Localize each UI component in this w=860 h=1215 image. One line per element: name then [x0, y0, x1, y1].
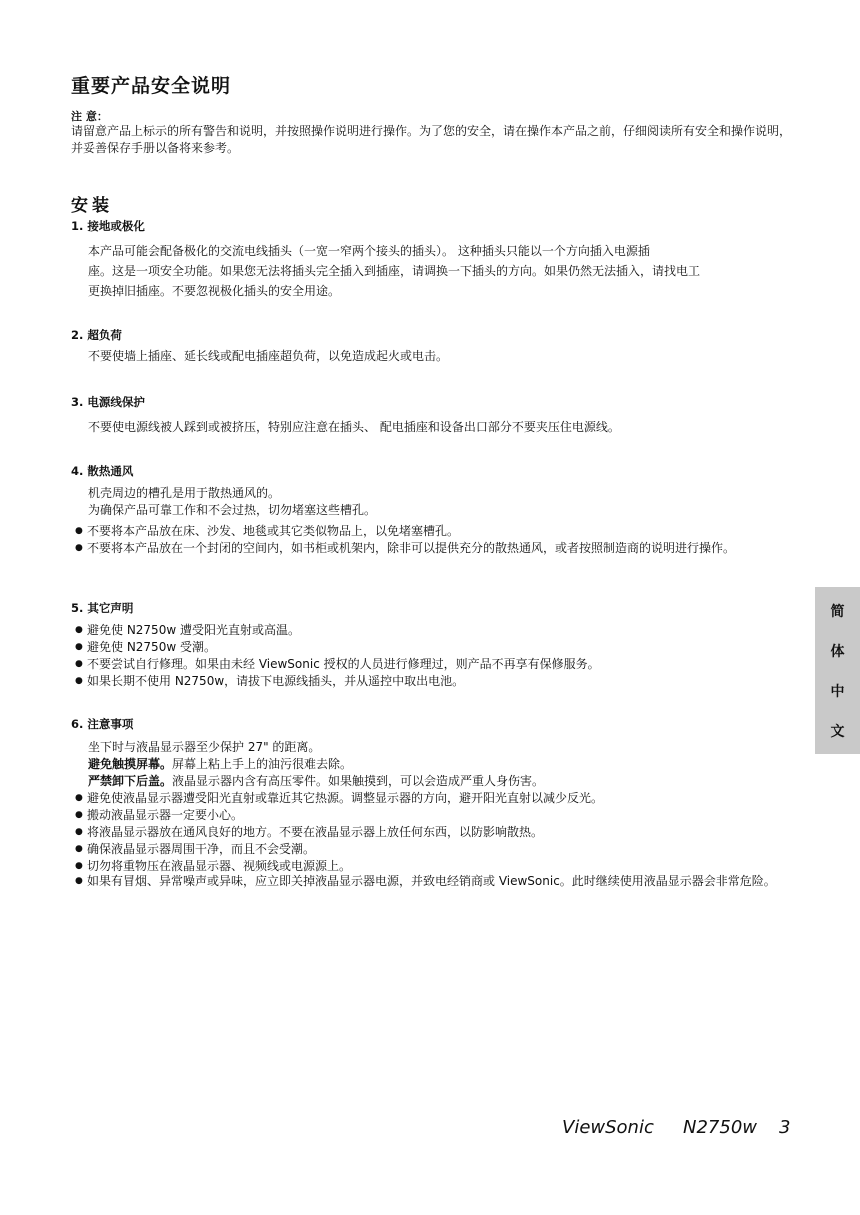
- s5-bullet: ● 如果长期不使用 N2750w，请拔下电源线插头，并从遥控中取出电池。: [75, 673, 807, 690]
- s5-bullet: ● 不要尝试自行修理。如果由未经 ViewSonic 授权的人员进行修理过，则产品不再享有保修服务。: [75, 656, 807, 673]
- s6-bullet: ● 切勿将重物压在液晶显示器、视频线或电源源上。: [75, 858, 807, 875]
- install-title: 安装: [71, 196, 113, 216]
- s6-line: [88, 773, 544, 790]
- s3-heading: 3. 电源线保护: [71, 395, 145, 409]
- s2-heading: 2. 超负荷: [71, 328, 122, 342]
- s4-bullet: ● 不要将本产品放在床、沙发、地毯或其它类似物品上，以免堵塞槽孔。: [75, 523, 807, 540]
- s6-bullet: ● 搬动液晶显示器一定要小心。: [75, 807, 807, 824]
- s3-text: 不要使电源线被人踩到或被挤压，特别应注意在插头、 配电插座和设备出口部分不要夹压住电源线。: [88, 420, 620, 434]
- s4-line: 为确保产品可靠工作和不会过热，切勿堵塞这些槽孔。: [88, 503, 377, 517]
- s5-heading: 5. 其它声明: [71, 601, 134, 615]
- lang-char: 简: [830, 604, 845, 620]
- footer-brand: ViewSonic: [562, 1117, 654, 1138]
- s1-line: 更换掉旧插座。不要忽视极化插头的安全用途。: [88, 284, 341, 298]
- s6-heading: 6. 注意事项: [71, 717, 134, 731]
- footer-model: N2750w: [683, 1117, 757, 1138]
- language-tab: [815, 587, 860, 754]
- s4-bullet: ● 不要将本产品放在一个封闭的空间内，如书柜或机架内，除非可以提供充分的散热通风，或者按照制造商的说明进行操作。: [75, 540, 807, 557]
- s1-line: 本产品可能会配备极化的交流电线插头（一宽一窄两个接头的插头）。 这种插头只能以一个方向插入电源插: [88, 244, 650, 258]
- s6-text: 液晶显示器内含有高压零件。如果触摸到，可以会造成严重人身伤害。: [172, 774, 545, 788]
- s4-heading: 4. 散热通风: [71, 464, 134, 478]
- s6-line: [88, 756, 352, 773]
- page-title: 重要产品安全说明: [71, 75, 232, 97]
- s2-text: 不要使墙上插座、延长线或配电插座超负荷，以免造成起火或电击。: [88, 349, 449, 363]
- s6-bullet: ● 避免使液晶显示器遭受阳光直射或靠近其它热源。调整显示器的方向，避开阳光直射以减少反光。: [75, 790, 807, 807]
- note-text: 请留意产品上标示的所有警告和说明，并按照操作说明进行操作。为了您的安全，请在操作本产品之前，仔细阅读所有安全和操作说明，并妥善保存手册以备将来参考。: [71, 124, 792, 155]
- s6-line: 坐下时与液晶显示器至少保护 27" 的距离。: [88, 740, 321, 754]
- s5-bullet: ● 避免使 N2750w 受潮。: [75, 639, 807, 656]
- s1-heading: 1. 接地或极化: [71, 219, 145, 233]
- s1-line: 座。这是一项安全功能。如果您无法将插头完全插入到插座，请调换一下插头的方向。如果仍然无法插入，请找电工: [88, 264, 701, 278]
- s6-bullet: ● 如果有冒烟、异常噪声或异味，应立即关掉液晶显示器电源，并致电经销商或 ViewSonic。此时继续使用液晶显示器会非常危险。: [75, 873, 807, 890]
- footer-page-number: 3: [779, 1117, 791, 1138]
- lang-char: 中: [830, 684, 845, 700]
- note-label: 注 意：: [71, 110, 108, 123]
- s6-bullet: ● 将液晶显示器放在通风良好的地方。不要在液晶显示器上放任何东西，以防影响散热。: [75, 824, 807, 841]
- s6-bullet: ● 确保液晶显示器周围干净，而且不会受潮。: [75, 841, 807, 858]
- lang-char: 体: [830, 644, 845, 660]
- s5-bullet: ● 避免使 N2750w 遭受阳光直射或高温。: [75, 622, 807, 639]
- s6-text: 屏幕上粘上手上的油污很难去除。: [172, 757, 353, 771]
- s6-bold: 避免触摸屏幕。: [88, 757, 173, 771]
- lang-char: 文: [830, 724, 845, 740]
- s4-line: 机壳周边的槽孔是用于散热通风的。: [88, 486, 281, 500]
- s6-bold: 严禁卸下后盖。: [88, 774, 173, 788]
